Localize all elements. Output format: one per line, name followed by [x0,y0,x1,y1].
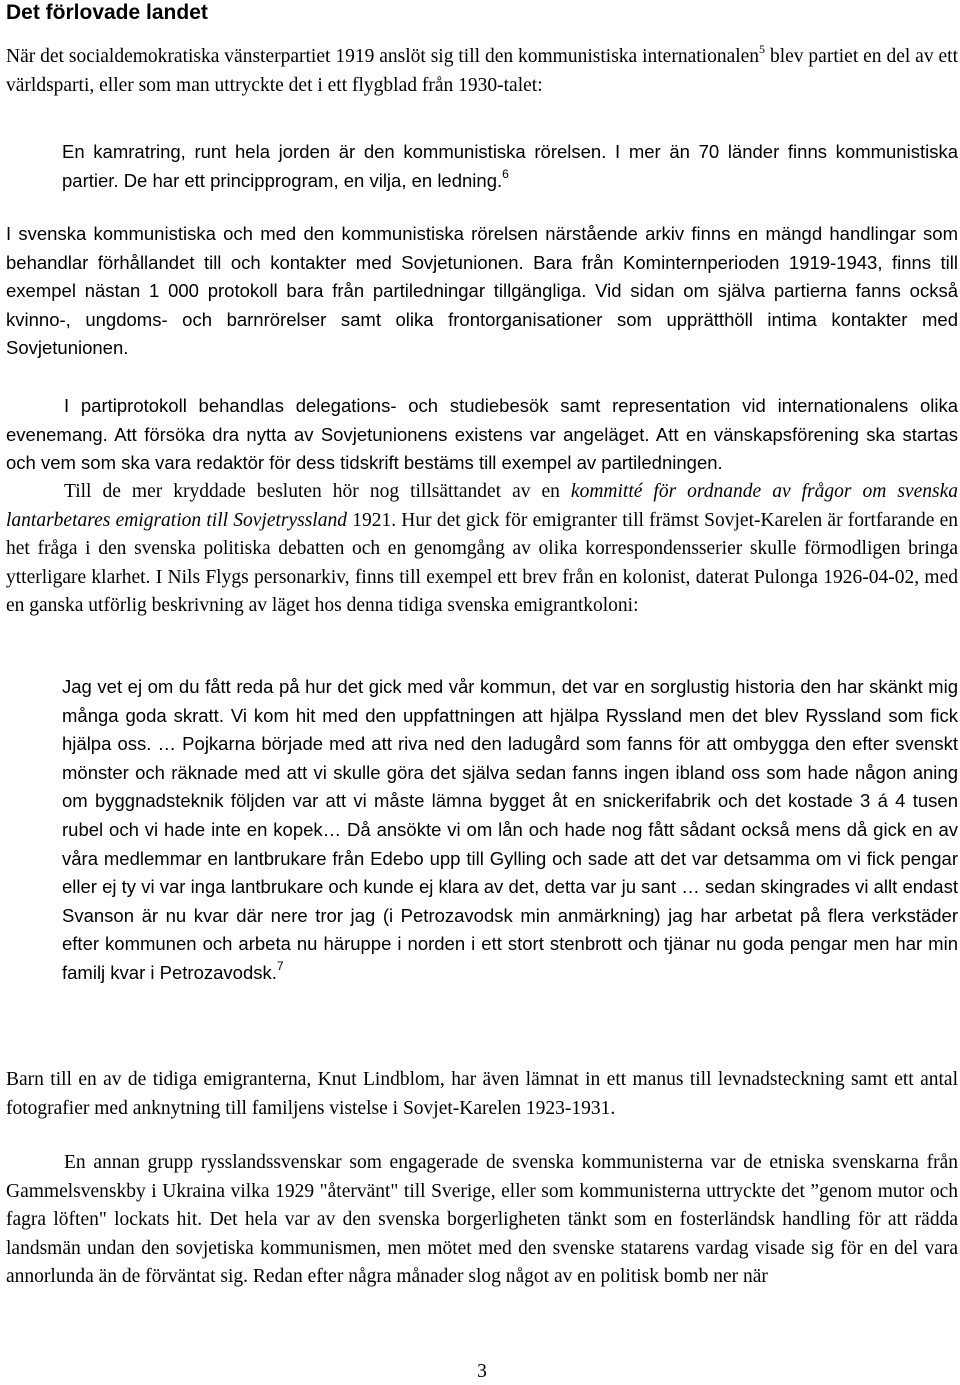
blockquote-flyer [62,138,958,195]
paragraph-emigration-before: Till de mer kryddade besluten hör nog tillsättandet av en [64,481,571,502]
paragraph-intro-text-after: blev partiet en del av ett världsparti, eller som man uttryckte det i ett flygblad från 1930-talet: [6,46,958,96]
footnote-ref-6: 6 [502,166,509,181]
blockquote-flyer-text: En kamratring, runt hela jorden är den kommunistiska rörelsen. I mer än 70 länder finns kommunistiska partier. De har ett principprogram, en vilja, en ledning. [62,141,958,191]
blockquote-letter-text: Jag vet ej om du fått reda på hur det gick med vår kommun, det var en sorglustig historia den har skänkt mig många goda skratt. Vi kom hit med den uppfattningen att hjälpa Ryssland men det blev Ryssland som fick hjälpa oss. … Pojkarna började med att riva ned den ladugård som fanns för att ombygga den efter svenskt mönster och räknade med att vi skulle göra det själva sedan fanns ingen ibland oss som hade någon aning om byggnadsteknik följden var att vi måste lämna bygget åt en snickerifabrik och det kostade 3 á 4 tusen rubel och vi hade inte en kopek… Då ansökte vi om lån och hade nog fått sådant också mens då gick en av våra medlemmar en lantbrukare från Edebo upp till Gylling och sade att det var detsamma om vi fick pengar eller ej ty vi var inga lantbrukare och kunde ej klara av det, detta var ju sant … sedan skingrades vi allt endast Svanson är nu kvar där nere tror jag (i Petrozavodsk min anmärkning) jag har arbetat på flera verkstäder efter kommunen och arbeta nu häruppe i norden i ett stort stenbrott och tjänar nu goda pengar men har min familj kvar i Petrozavodsk. [62,676,958,983]
paragraph-protocols: I partiprotokoll behandlas delegations- och studiebesök samt representation vid internationalens olika evenemang. Att försöka dra nytta av Sovjetunionens existens var angeläget. Att en vänskapsförening ska startas och vem som ska vara redaktör för dess tidskrift bestäms till exempel av partiledningen. [6,395,958,474]
paragraph-intro-text: När det socialdemokratiska vänsterpartiet 1919 anslöt sig till den kommunistiska internationalen [6,46,760,67]
footnote-ref-7: 7 [276,958,284,973]
paragraph-archives-text-b: Bara från Kominternperioden 1919-1943, finns till exempel nästan 1 000 protokoll bara från partiledningar tillgängliga. Vid sidan om själva partierna fanns också kvinno-, ungdoms- och barnrörelser samt olika frontorganisationer som upprätthöll intima kontakter med Sovjetunionen. [6,251,958,359]
paragraph-archives-text: I svenska kommunistiska och med den kommunistiska rörelsen närstående arkiv finns en mängd handlingar som behandlar förhållandet till och kontakter med Sovjetunionen. [6,223,958,273]
committee-name: kommitté för ordnande av frågor om svenska lantarbetares emigration till Sovjetryssland [6,481,958,531]
paragraph-lindblom: Barn till en av de tidiga emigranterna, Knut Lindblom, har även lämnat in ett manus till levnadsteckning samt ett antal fotografier med anknytning till familjens vistelse i Sovjet-Karelen 1923-1931. [6,1069,958,1119]
page-number: 3 [477,1361,487,1382]
blockquote-letter [62,673,958,988]
paragraph-intro [6,43,958,100]
paragraph-emigration [6,478,958,621]
section-heading: Det förlovade landet [6,1,208,24]
paragraph-gammelsvenskby: En annan grupp rysslandssvenskar som engagerade de svenska kommunisterna var de etniska svenskarna från Gammelsvenskby i Ukraina vilka 1929 "återvänt" till Sverige, eller som kommunisterna uttryckte det ”genom mutor och fagra löften" lockats hit. Det hela var av den svenska borgerligheten tänkt som en fosterländsk handling för att rädda landsmän undan den sovjetiska kommunismen, men mötet med den svenske statarens vardag visade sig för en del vara annorlunda än de förväntat sig. Redan efter några månader slog något av en politisk bomb ner när [6,1152,958,1288]
paragraph-emigration-after: 1921. Hur det gick för emigranter till främst Sovjet-Karelen är fortfarande en het fråga i den svenska politiska debatten och en genomgång av olika korrespondensserier skulle förmodligen bringa ytterligare klarhet. I Nils Flygs personarkiv, finns till exempel ett brev från en kolonist, daterat Pulonga 1926-04-02, med en ganska utförlig beskrivning av läget hos denna tidiga svenska emigrantkoloni: [6,509,958,617]
paragraph-archives [6,220,958,363]
footnote-ref-5: 5 [759,42,766,56]
